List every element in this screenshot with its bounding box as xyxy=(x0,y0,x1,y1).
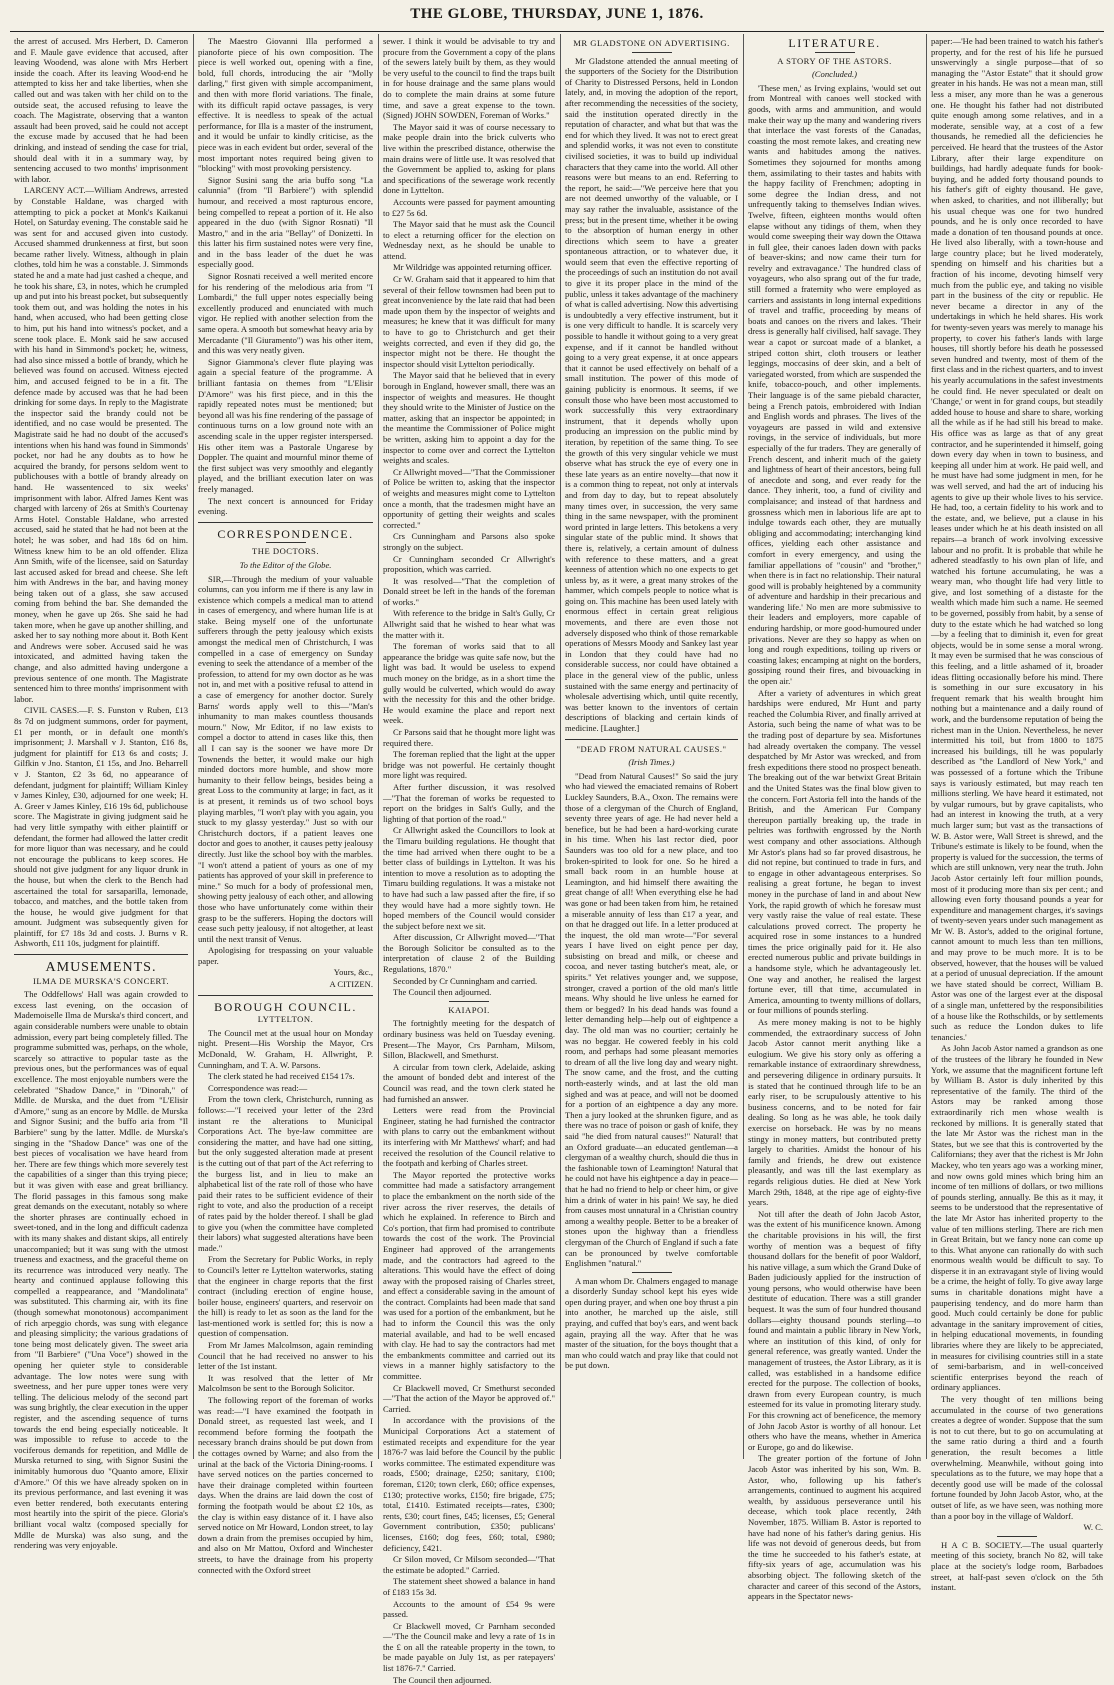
article-heading: "DEAD FROM NATURAL CAUSES." xyxy=(576,743,727,754)
article-paragraph: Crs Cunningham and Parsons also spoke strongly on the subject. xyxy=(383,531,555,552)
column-1 xyxy=(14,36,188,1551)
to-editor-line: To the Editor of the Globe. xyxy=(239,559,332,570)
section-heading: LITERATURE. xyxy=(788,36,881,50)
article-paragraph: As John Jacob Astor named a grandson as one of the trustees of the library he founded in New York, we assume that the magnificent fortune left by William B. Astor is duly inherited by this representative of the family. The third of the Astors may be ranked among those extraordinarily rich men whose wealth is reckoned by millions. It is generally stated that the late Mr Astor was the richest man in the States, but we see that this is controverted by the Californians; they aver that the richest is Mr John Mackey, who ten years ago was a working miner, and now owns gold mines which bring him an income of ten millions of dollars, or two millions of pounds sterling, annually. Be this as it may, it seems to be understood that the representative of the late Mr Astor has inherited property to the value of ten millions sterling. There are rich men in Great Britain, but we fancy none can come up to this. What anyone can rationally do with such enormous wealth would be difficult to say. To disperse it in an extravagant style of living would be a crime, the height of folly. To give away large sums in charitable donations might have a pauperising tendency, and do more harm than good. Much could certainly be done for public advantage in the sanitary improvement of cities, in helping educational movements, in founding libraries where they are likely to be appreciated, in measures for civilising countries still in a state of semi-barbarism, and in well-conceived scientific enterprises beyond the reach of ordinary appliances. xyxy=(931,1043,1103,1393)
article-paragraph: Signor Rosnati received a well merited encore for his rendering of the melodious aria from "I Lombardi," the full upper notes especially being excellently produced and enunciated with much vigor. He replied with another selection from the same opera. A smooth but somewhat heavy aria by Mercadante ("Il Giuramento") was his other item, and this was very neatly given. xyxy=(198,271,373,356)
masthead xyxy=(18,6,1096,30)
article-paragraph: From Mr James Malcolmson, again reminding Council that he had received no answer to his letter of the 1st instant. xyxy=(198,1340,373,1372)
article-paragraph: Cr Silon moved, Cr Milsom seconded—"That the estimate be adopted." Carried. xyxy=(383,1554,555,1575)
article-paragraph: The Mayor said that he believed that in every borough in England, however small, there was an inspector of weights and measures. He thought they should write to the Minister of Justice on the matter, asking that an inspector be appointed; in the meantime the Commissioner of Police might be written, asking him to appoint a day for the inspector to come over and correct the Lyttelton weights and scales. xyxy=(383,370,555,466)
column-6 xyxy=(931,36,1103,1593)
article-paragraph: Signor Giammona's clever flute playing was again a special feature of the programme. A brilliant fantasia on themes from "L'Elisir D'Amore" was his first piece, and in this the rapidly repeated notes must be mentioned; but beyond all was his fine rendering of the passage of continuous turns on a low ground note with an ascending scale in the upper register interspersed. His other item was a Pastorale Ungarese by Doppler. The quaint and mournful minor theme of the first subject was very smoothly and elegantly played, and the brilliant execution later on was freely managed. xyxy=(198,356,373,494)
short-rule xyxy=(997,1536,1037,1537)
article-paragraph: The foreman of works said that to all appearance the bridge was quite safe now, but the light was bad. It would be useless to expend much money on the bridge, as in a short time the gully would be culverted, which would do away with the necessity for this and the other bridge. He would examine the place and report next week. xyxy=(383,641,555,726)
article-paragraph: The fortnightly meeting for the despatch of ordinary business was held on Tuesday evening. Present—The Mayor, Crs Parnham, Milsom, Sillon, Blackwell, and Smethurst. xyxy=(383,1018,555,1061)
masthead-title: THE GLOBE, THURSDAY, JUNE 1, 1876. xyxy=(410,6,704,22)
article-paragraph: Not till after the death of John Jacob Astor, was the extent of his munificence known. Among the charitable provisions in his will, the first worthy of mention was a bequest of fifty thousand dollars for the benefit of poor Waldorf, his native village, a sum which the Grand Duke of Baden judiciously applied for the instruction of young persons, who would otherwise have been destitute of education. There was a still grander bequest. It was the sum of four hundred thousand dollars—eighty thousand pounds sterling—to found and maintain a public library in New York, where an institution of this kind, of only for general reference, was greatly wanted. Under the management of trustees, the Astor Library, as it is called, was established in a handsome edifice erected for the purpose. The collection of books, drawn from every European country, is much esteemed for its value in promoting literary study. For this crowning act of beneficence, the memory of John Jacob Astor is worthy of all honour. Let others who have the means, whether in America or Europe, go and do likewise. xyxy=(748,1208,921,1452)
article-paragraph: It was resolved—"That the completion of Donald street be left in the hands of the foreman of works." xyxy=(383,575,555,607)
article-paragraph: 'These men,' as Irving explains, 'would set out from Montreal with canoes well stocked with goods, with arms and ammunition, and would make their way up the many and wandering rivers that interlace the vast forests of the Canadas, coasting the most remote lakes, and creating new wants and habitudes among the natives. Sometimes they sojourned for months among them, assimilating to their tastes and habits with the happy facility of Frenchmen; adopting in some degree the Indian dress, and not unfrequently taking to themselves Indian wives. Twelve, fifteen, eighteen months would often elapse without any tidings of them, when they would come sweeping their way down the Ottawa in full glee, their canoes laden down with packs of beaver-skins; and now came their turn for revelry and extravagance.' The hundred class of voyageurs, who also sprang out of the fur trade, still formed a fraternity who were employed as carriers and assistants in long internal expeditions of travel and traffic, proceeding by means of boats and canoes on the rivers and lakes. 'Their dress is generally half civilised, half savage. They wear a capot or surcoat made of a blanket, a striped cotton shirt, cloth trousers or leather leggings, moccasins of deer skin, and a belt of variegated worsted, from which are suspended the knife, tobacco-pouch, and other implements. Their language is of the same piebald character, being a French patois, embroidered with Indian and English words and phrases. The lives of the voyageurs are passed in wild and extensive rovings, in the service of individuals, but more especially of the fur traders. They are generally of French descent, and inherit much of the gaiety and lightness of heart of their ancestors, being full of anecdote and song, and ever ready for the dance. They inherit, too, a fund of civility and complaisance; and instead of that hardness and grossness which men in laborious life are apt to indulge towards each other, they are mutually obliging and accommodating; interchanging kind offices, yielding each other assistance and comfort in every emergency, and using the familiar appellations of "cousin" and "brother," when there is in fact no relationship. Their natural good will is probably heightened by a community of adventure and hardship in their precarious and wandering life.' No men are more submissive to their leaders and employers, more capable of enduring hardship, or more good-humoured under privations. Never are they so happy as when on long and rough expeditions, toiling up rivers or coasting lakes; encamping at night on the borders, gossiping round their fires, and bivouacking in the open air.' xyxy=(748,82,921,687)
article-paragraph: "Dead from Natural Causes!" So said the jury who had viewed the emaciated remains of Robert Luckley Saunders, B.A., Oxon. The remains were those of a clergyman of the Church of England, seventy three years of age. He had never held a benefice, but he had been a hard-working curate in his time. When his last rector died, poor Saunders was too old for a new place, and too broken-spirited to look for one. So he hired a small back room in an humble house at Leamington, and hid himself there awaiting the great change of all! When everything else he had was gone or had been taken from him, he retained a miserable annuity of less than £17 a year, and on that he dragged out life. In a letter produced at the inquest, the old man wrote—"For several years I have lived on eight pence per day, subsisting on bread and milk, or cheese and cocoa, and never tasting butcher's meat, ale, or spirits." Yet relatives younger and, we suppose, stronger, craved a portion of the old man's little means. Why should he live unless he earned for them or begged? In his dead hands was found a letter demanding help—help out of eightpence a day. The old man was no courtier; certainly he was no beggar. He cowered feebly in his cold room, and perhaps had some pleasant memories to dream of all the live long day and weary night. The snow came, and the frost, and the cutting north-easterly winds, and at last the old man sighed and was at peace, and will not be doomed for a portion of an eightpence a day any more. Then a jury looked at the shrunken figure, and as there was no trace of poison or gash of knife, they said "he died from natural causes!" Natural! that an Oxford graduate—an educated gentleman—a clergyman of a wealthy church, should die thus in the fashionable town of Leamington! Natural that he could not have his eightpence a day in peace—that he had no friend to help or cheer him, or give him a drink of water in his pain! We say, he died from causes most unnatural in a Christian country among a wealthy people. Better to be a breaker of stones upon the highway than a friendless clergyman of the Church of England if such a fate can be pronounced by twelve comfortable Englishmen "natural." xyxy=(565,770,738,1269)
article-paragraph: The Mayor said it was of course necessary to make people drain into the brick culverts who live within the prescribed distance, otherwise the main drains were of little use. It was resolved that the Government be applied to, asking for plans and specifications of the sewerage work recently done in Lyttelton. xyxy=(383,121,555,196)
article-paragraph: Correspondence was read:— xyxy=(208,1082,308,1093)
section-heading: AMUSEMENTS. xyxy=(45,960,157,976)
article-subheading: KAIAPOI. xyxy=(448,1004,490,1015)
article-paragraph: Accounts to the amount of £54 9s were passed. xyxy=(383,1598,555,1620)
article-paragraph: The Council then adjourned. xyxy=(393,1674,492,1685)
article-paragraph: From the town clerk, Christchurch, running as follows:—"I received your letter of the 23rd instant re the alterations to Municipal Corporations Act. The bye-law committee are considering the matter, and have had one sitting, but the only suggested alteration made at present is the cutting out of that part of the Act referring to the burgess list, and in lieu to make an alphabetical list of the rate roll of those who have paid their rates to be sufficient evidence of their right to vote, and also the production of a receipt of rates paid by the holder thereof. I shall be glad to give you (when the committee have completed their labors) what suggested alterations have been made." xyxy=(198,1094,373,1253)
letter-paragraph: Apologising for trespassing on your valuable paper. xyxy=(198,945,373,966)
letter-paragraph: SIR,—Through the medium of your valuable columns, can you inform me if there is any law in existence which compels a medical man to attend in cases of emergency, and where human life is at stake. Being myself one of the unfortunate sufferers through the petty jealousy which exists amongst the medical men of Christchurch, I was compelled in a case of emergency on Sunday evening to seek the attendance of a member of the profession, to attend for my own doctor as he was not in, and met with a positive refusal to attend in a case of emergency for another doctor. Surely Barns' words apply well to this—"Man's inhumanity to man makes countless thousands mourn." Now, Mr Editor, if no law exists to compel a doctor to attend in cases like this, then all I can say is the sooner we have more Dr Townends the better, it would make our high minded doctors more humble, and show more humanity to their fellow beings, besides being a great Loss to the community at large; in fact, as it is at present, it reminds us of two school boys playing marbles, "I won't play with you again, you stuck to my glassy yesterday." Just so with our Christchurch doctors, if a patient leaves one doctor and goes to another, it causes petty jealousy directly. Just like the school boy with the marbles. "I won't attend a patient of yours as one of my patients has approved of your skill in preference to mine." So much for a body of professional men, showing petty jealousy of each other, and allowing those who have unfortunately come within their grasp to be the sufferers. Hoping the doctors will cease such petty jealousy, if not altogether, at least until the next transit of Venus. xyxy=(198,573,373,944)
article-paragraph: The Oddfellows' Hall was again crowded to excess last evening, on the occasion of Mademoiselle Ilma de Murska's third concert, and again considerable numbers were unable to obtain admission, every part being completely filled. The programme submitted was, perhaps, on the whole, scarcely so attractive to popular taste as the previous ones, but the performances was of equal excellence. The most enjoyable numbers were the celebrated "Shadow Dance," in "Dinorah," of Mdlle. de Murska, and the duet from "L'Elisir d'Amore," sung as an encore by Mdlle. de Murska and Signor Susini; and the buffo aria from "Il Barbiere" sung by the latter. Mdlle. de Murska's singing in the "Shadow Dance" was one of the best pieces of vocalisation we have heard from her. There are few things which more severely test the capabilities of a singer than this trying piece; but it was given with ease and great brilliancy. The florid passages in this famous song make great demands on the executant, notably so where the shorter phrases are continually echoed in sweet-toned, and in the long and difficult cadenza with its many shakes and distant skips, all entirely unaccompanied; but it was sung with the utmost trueness and exactness, and the graceful theme on its recurrence was introduced very neatly. The hearty and continued applause following this compelled a reappearance, and "Mandolinata" was substituted. This charming air, with its fine (though somewhat monotonous) accompaniment of rich arpeggio chords, was sung with elegance and pleasing simplicity; the various gradations of tone being most delicately given. The sweet aria from "Il Barbiere" ("Una Voce") showed in the opening her quieter style to considerable advantage. The low notes were sung with sweetness, and her pure upper tones were very telling. The delicious melody of the second part was sung brightly, the clear execution in the upper register, and the ascending sequence of turns towards the end being especially noticeable. It was impossible to refuse to accede to the vociferous demands for repetition, and Mdlle de Murska returned to sing, with Signor Susini the inimitably humorous duo "Quanto amore, Elixir d'Amore." Of this we have already spoken on in its previous performance, and last evening it was even better rendered, both executants entering most heartily into the spirit of the piece. Gloria's brilliant vocal waltz (composed specially for Mdlle de Murska) was also sung, and the rendering was very enjoyable. xyxy=(14,989,188,1551)
article-paragraph: The Council met at the usual hour on Monday night. Present—His Worship the Mayor, Crs McDonald, W. Graham, H. Allwright, P. Cunningham, and T. A. W. Parsons. xyxy=(198,1027,373,1070)
article-paragraph: After discussion, Cr Allwright moved—"That the Borough Solicitor be consulted as to the interpretation of clause 2 of the Building Regulations, 1870." xyxy=(383,932,555,975)
article-source: (Irish Times.) xyxy=(628,757,675,768)
article-paragraph: Cr W. Graham said that it appeared to him that several of their fellow townsmen had been put to great inconvenience by the late raid that had been made upon them by the inspector of weights and measures; he knew that it was difficult for many to have to go to Christchurch and get their weights corrected, and even if they did go, the inspector might not be there. He thought the inspector should visit Lyttelton periodically. xyxy=(383,274,555,369)
column-5 xyxy=(748,36,921,1602)
article-paragraph: The statement sheet showed a balance in hand of £183 15s 3d. xyxy=(383,1576,555,1597)
article-subheading: ILMA DE MURSKA'S CONCERT. xyxy=(32,975,170,986)
article-paragraph: The following report of the foreman of works was read:—"I have examined the footpath in Donald street, as requested last week, and I recommend before forming the footpath the necessary branch drains should be put down from the cottages owned by Warne; and also from the urinal at the back of the Victoria Dining-rooms. I have served notices on the parties concerned to have their drainage completed within fourteen days. When the drains are laid down the cost of forming the footpath would be about £2 10s, as the clay is within easy distance of it. I have also served notice on Mr Howard, London street, to lay down a drain from the premises occupied by him, and also on Mr Mattou, Oxford and Winchester streets, to have the drainage from his property connected with the Oxford street xyxy=(198,1395,373,1575)
article-paragraph: The clerk stated he had received £154 17s. xyxy=(208,1071,355,1082)
article-paragraph: Cr Allwright moved—"That the Commissioner of Police be written to, asking that the inspector of weights and measures might come to Lyttelton once a month, that the tradesmen might have an opportunity of getting their weights and scales corrected." xyxy=(383,466,556,530)
column-divider xyxy=(743,34,744,1459)
article-paragraph: Seconded by Cr Cunningham and carried. xyxy=(393,975,538,986)
article-heading: MR GLADSTONE ON ADVERTISING. xyxy=(573,38,730,48)
letter-signature: A CITIZEN. xyxy=(329,979,373,990)
article-paragraph: Cr Parsons said that he thought more light was required there. xyxy=(383,727,555,748)
article-subheading: A STORY OF THE ASTORS. xyxy=(777,55,892,66)
letter-closing: Yours, &c., xyxy=(333,967,373,978)
column-2 xyxy=(198,36,373,1575)
article-subheading: THE DOCTORS. xyxy=(252,546,319,557)
short-rule xyxy=(449,1001,489,1002)
article-paragraph: A man whom Dr. Chalmers engaged to manage a disorderly Sunday school kept his eyes wide open during prayer, and when one boy thrust a pin into another, he marched up the aisle, still praying, and cuffed that boy's ears, and went back again, praying all the way. After that he was master of the situation, for the boys thought that a man who could watch and pray like that could not be put down. xyxy=(565,1275,738,1371)
article-paragraph: Cr Blackwell moved, Cr Smethurst seconded—"That the action of the Mayor be approved of." Carried. xyxy=(383,1382,555,1414)
article-paragraph: The Maestro Giovanni Illa performed a pianoforte piece of his own composition. The piece is well worked out, opening with a fine, bold, full chords, introducing the air "Molly darling," first given with simple accompaniment, and then with more florid variations. The finale, with its difficult rapid octave passages, is very effective. It is needless to speak of the actual performance, for Illa is a master of the instrument, and it would be unfair to kindly criticise, as the piece was in each evident but order, several of the most important notes required being given to "blocking" with most provoking persistency. xyxy=(198,36,373,174)
article-paragraph: Signor Susini sang the aria buffo song "La calunnia" (from "Il Barbiere") with splendid humour, and received a most rapturous encore, being compelled to repeat a portion of it. He also appeared in the duo (with Signor Rosnati) "Il Mastro," and in the aria "Bellay" of Donizetti. In this latter his firm sustained notes were very fine, and in the bass leader of the duet he was especially good. xyxy=(198,174,373,270)
article-paragraph: The very thought of ten millions being accumulated in the course of two generations creates a degree of wonder. Suppose that the sum is not to cut there, but to go on accumulating at the same ratio during a third and a fourth generation, the result becomes a little overwhelming. Meanwhile, without going into speculations as to the future, we may hope that a decently good use will be made of the colossal fortune founded by John Jacob Astor, who, at the outset of life, as we have seen, was nothing more than a poor boy in the village of Waldorf. xyxy=(931,1394,1103,1521)
section-rule xyxy=(198,995,373,996)
article-paragraph: A circular from town clerk, Adelaide, asking the amount of bonded debt and interest of the Council was read, and the town clerk stated he had furnished an answer. xyxy=(383,1061,555,1104)
article-paragraph: sewer. I think it would be advisable to try and procure from the Government a copy of the plans of the sewers lately built by them, as they would be very useful to the council to find the traps built in for house drainage and the same plans would do to complete the main drains at some future time, and save a great expense to the town. (Signed) JOHN SOWDEN, Foreman of Works." xyxy=(383,36,555,121)
article-signature: W. C. xyxy=(1083,1522,1103,1533)
article-paragraph: The Council then adjourned. xyxy=(393,987,492,998)
short-rule xyxy=(815,52,855,53)
article-paragraph: As mere money making is not to be highly commended, the extraordinary success of John Jacob Astor cannot merit anything like a eulogium. We give his story only as offering a remarkable instance of extraordinary shrewdness, and persevering diligence in ordinary pursuits. It is stated that he continued through life to be an early riser, to be scrupulously attentive to his business concerns, and to be noted for fair dealing. So long as he was able, he took daily exercise on horseback. He was by no means stingy in money matters, but contributed pretty largely to charities. Amidst the honour of his family and friends, he drew out existence pleasantly, and was till the last exemplary as regards religious duties. He died at New York March 29th, 1848, at the ripe age of eighty-five years. xyxy=(748,1017,921,1208)
section-rule xyxy=(565,739,738,740)
article-paragraph: The Mayor reported the protective works committee had made a satisfactory arrangement to place the embankment on the north side of the river across the river reserves, the details of which he explained. In reference to Birch and Co's portion, that firm had promised to contribute towards the cost of the work. The Provincial Engineer had approved of the arrangements made, and the contractors had agreed to the alterations. This would have the effect of doing away with the proposed raising of Charles street, and effect a considerable saving in the amount of the contract. Complaints had been made that sand was used for a portion of the embankment, but he had to inform the Council this was the only material available, and had to be well encased with clay. He had to say the contractors had met the embankments committee and carried out its views in a manner highly satisfactory to the committee. xyxy=(383,1169,555,1382)
short-rule xyxy=(632,1272,672,1273)
short-rule xyxy=(266,542,306,543)
section-heading: BOROUGH COUNCIL. xyxy=(214,999,357,1014)
article-paragraph: Cr Blackwell moved, Cr Parnham seconded—"The the Council make and levy a rate of 1s in the £ on all the rateable property in the town, to be made payable on July 1st, as per ratepayers' list 1876-7." Carried. xyxy=(383,1620,555,1674)
article-paragraph: Mr Wildridge was appointed returning officer. xyxy=(393,262,552,273)
column-divider xyxy=(560,34,561,1459)
column-divider xyxy=(378,34,379,1459)
article-paragraph: the arrest of accused. Mrs Herbert, D. Cameron and F. Maule gave evidence that accused, after leaving Woodend, was alone with Mrs Herbert inside the coach. After its leaving Wood-end he attempted to kiss her and take liberties, when she called out and was taken with her child on to the outside seat, the accused refusing to leave the coach. The Magistrate, observing that a wanton assault had been proved, said he could not accept the excuse made by accused that he had been drinking, and instead of sending the case for trial, should deal with it in a summary way, by sentencing accused to two months' imprisonment with labor. xyxy=(14,36,188,184)
article-paragraph: Mr Gladstone attended the annual meeting of the supporters of the Society for the Distribution of Charity to Distressed Persons, held in London lately, and, in moving the adoption of the report, after recommending the necessities of the society, said the institution operated directly in the reputation of character, and what but that was the end for which they lived. It was not to erect great and splendid works, it was not even to constitute civilised societies, it was to build up individual characters that they came into the world. All other reasons were but means to an end. Referring to the report, he said:—"We perceive here that you are not deemed unworthy of the valuable, or I may say rather the invaluable, assistance of the press; but in the present time, whether it be owing to the absorption of human energy in other directions which seem to have a greater spontaneous attraction, or to whatever due, it would seem that even the effective reporting of the proceedings of such an institution do not avail to give it its proper place in the mind of the public, unless it takes advantage of the machinery of what is called advertising. Now this advertising is undoubtedly a very effective instrument, but it is one very difficult to handle. It is scarcely very possible to handle it without going to a very great expense, and if it cannot be handled without going to a very great expense, it at once appears that it cannot be used effectively on behalf of a small institution. The power of this mode of gaining publicity is enormous. It seems, if we consult those who have been most accustomed to work successfully this very extraordinary instrument, that it depends wholly upon producing an impression on the public mind by iteration, by repetition of the same thing. To see the growth of this very singular vehicle we must observe what has struck the eye of every one in these late years as an entire novelty—that now it is a common thing to repeat, not only at intervals and from day to day, but to repeat absolutely many times over, in succession, the very same thing in the same newspaper, with the prominent word printed in large letters. This betokens a very singular state of the public mind. It shows that there is, relatively, a certain amount of dulness with reference to these matters, and a great keenness of attention which no one expects to get unless by, as it were, a great many strokes of the hammer, which compels people to notice what is going on. This machine has been used lately with enormous effect in certain great religious movements, and there are even those not adversely disposed who think of those remarkable operations of Messrs Moody and Sankey last year in London that they could have had no considerable success, nor could have obtained a place in the general view of the public, unless sustained with the same energy and pertinacity of wholesale advertising which, until quite recently, was better known to the inventors of certain descriptions of blacking and certain kinds of medicine. [Laughter.] xyxy=(565,55,738,733)
article-subheading: LYTTELTON. xyxy=(257,1014,314,1025)
article-paragraph: H A C B. SOCIETY.—The usual quarterly meeting of this society, branch No 82, will take place at the society's lodge room, Barbadoes street, at half-past seven o'clock on the 5th instant. xyxy=(931,1539,1103,1593)
article-paragraph: LARCENY ACT.—William Andrews, arrested by Constable Haldane, was charged with attempting to pick a pocket at Monk's Kaikanui Hotel, on Saturday evening. The constable said he was sent for and accused given into custody. Accused shammed drunkenness at first, but soon became rather lively. Witness, although in plain clothes, told him he was a constable. J. Simmonds stated he and a mate had just cashed a cheque, and he took his share, £3, in notes, which he crumpled up and put into his breast pocket, but subsequently took them out, and was holding the notes in his hand, when accused, who had been getting close to him, put his hand into witness's pocket, and a scene took place. E. Monk said he saw accused with his hand in Simmond's pocket; he, witness, had also since missed a bottle of brandy, which he believed was found on accused. Witness ejected him, and accused feigned to be in a fit. The defence made by accused was that he had been drinking for some days. In reply to the Magistrate the inspector said the brandy could not be identified, and no case would be presented. The Magistrate said he had no doubt of the accused's intentions when his hand was found in Simmonds' pocket, nor had he any doubts as to how he acquired the brandy, for persons seldom went to publichouses with a bottle of brandy already on hand. He wassentenced to six weeks' imprisonment with labor. Alfred James Kent was charged with larceny of 26s at Smith's Courtenay Arms Hotel. Constable Haldane, who arrested accused, said he stated that he had not been at the hotel; he was sober, and had 18s 6d on him. Witness knew him to be an old offender. Eliza Ann Smith, wife of the licensee, said on Saturday last accused asked for bread and cheese. She left him with Andrews in the bar, and having money being taken out of a glass, she saw accused coming from behind the bar. She demanded the money, when he gave up 26s. She said he had taken more, when he gave up another shilling, and asked her to say nothing more about it. Both Kent and Andrews were sober. Accused said he was intoxicated, and admitted having taken the change, and also admitted having undergone a previous sentence of one month. The Magistrate sentenced him to three months' imprisonment with labor. xyxy=(14,185,188,704)
section-rule xyxy=(198,522,373,523)
column-divider xyxy=(926,34,927,1459)
article-paragraph: Cr Cunningham seconded Cr Allwright's proposition, which was carried. xyxy=(383,553,555,575)
article-paragraph: It was resolved that the letter of Mr Malcolmson be sent to the Borough Solicitor. xyxy=(198,1372,373,1394)
article-paragraph: From the Secretary for Public Works, in reply to Council's letter re Lyttelton waterworks, stating that the engineer in charge reports that the first contract (including erection of engine house, boiler house, engineers' quarters, and reservoir on the hill) is ready to let as soon as the land for the last-mentioned work is settled for; this is now a question of compensation. xyxy=(198,1254,373,1339)
article-paragraph: The next concert is announced for Friday evening. xyxy=(198,495,373,517)
short-rule xyxy=(632,52,672,53)
column-3 xyxy=(383,36,556,1685)
article-paragraph: paper:—'He had been trained to watch his father's property, and for the rest of his life he pursued unswervingly a single purpose—that of so managing the "Astor Estate" that it should grow greater in his hands. He was not a mean man, still less a miser, any more than he was a generous one. He thought his father had not distributed quite enough among some relatives, and in a moderate, sensible way, at a cost of a few thousands, he remedied all the deficiencies he perceived. He heard that the trustees of the Astor Library, after their large expenditure on buildings, had hardly adequate funds for book-buying, and he added forty thousand pounds to his father's gift of eighty thousand. He gave, when asked, to charities, and not illiberally; but his usual cheque was one for two hundred pounds, and he is only once recorded to have made a donation of ten thousand pounds at once. He lived also liberally, with a town-house and large country place; but he lived moderately, spending on himself and his charities but a fraction of his income, devoting himself very much from the public eye, and taking no visible part in the business of the city or republic. He never became a director in any of the undertakings in which he held shares. His work for twenty-seven years was merely to manage his property, to cover his father's lands with large houses, till shortly before his death he possessed seven hundred and twenty, most of them of the first class and in the richest quarters, and to invest his yearly accumulations in the safest investments he could find. He never speculated or dealt on 'Change,' or went in for grand coups, but steadily added house to house and share to share, working all the while as if he had still his bread to make. His office was as large as that of any great contractor, and he superintended it himself, going down every day when in town to business, and keeping all under him at work. He paid well, and he must have had some judgment in men, for he was well served, and had the art of inducing his agents to give up their whole lives to his service. He had, too, a certain fidelity to his work and to the estate, and, we believe, put a clause in his leases under which he at his death insisted on all repairs—a branch of work involving excessive labour and no profit. It is probable that while he adhered steadfastly to his own plan of life, and watched his fortune accumulating, he was a weary man, who thought life had very little to give, and lost something of a distaste for the wealth which made him such a name. He seemed to be governed, possibly from habit, by a sense of duty to the estate which he had watched so long—by a feeling that to diminish it, even for great objects, would be in some sense a moral wrong. It may even be surmised that he was conscious of this feeling, and a little ashamed of it, broader ideas flitting occasionally before his mind. There is something in our sure excusatory in his frequent remark that his wealth brought him nothing but a maintenance and a daily round of work, and the burdensome reputation of being the richest man in the Union. Nevertheless, he never intermitted his toil, but from 1800 to 1875 increased his buildings, till he was popularly described as "the Landlord of New York," and was possessed of a fortune which the Tribune says is variously estimated, but may reach ten millions sterling. We have heard it estimated, not by vulgar rumours, but by grave capitalists, who had an interest in knowing the truth, at a very much larger sum; but vast as the transactions of W. B. Astor were, Wall Street is shrewd, and the Tribune's estimate is likely to be found, when the property is valued for the succession, the terms of which are still unknown, very near the truth. John Jacob Astor certainly left four million pounds, most of it producing more than six per cent.; and allowing even forty thousand pounds a year for expenditure and management charges, it's savings of twenty-seven years under such management as Mr W. B. Astor's, added to the original fortune, cannot amount to much less than ten millions, and may prove to be much more. It is to be observed, however, that the houses will be valued at a period of unusual depreciation. If the amount we have stated should be correct, William B. Astor was one of the largest ever at the disposal of a single man, unfettered by the responsibilities of a house like the Rothschilds, or by settlements such as reduce the London dukes to life tenancies.' xyxy=(931,36,1103,1042)
article-paragraph: After further discussion, it was resolved—"That the foreman of works be requested to report on the bridges in Salt's Gully, and the lighting of that portion of the road." xyxy=(383,781,555,824)
article-paragraph: In accordance with the provisions of the Municipal Corporations Act a statement of estimated receipts and expenditure for the year 1876-7 was laid before the Council by the public works committee. The estimated expenditure was roads, £500; drainage, £250; sanitary, £100; foreman, £120; town clerk, £60; office expenses, £130; protective works, £150; fire brigade, £75; total, £1410. Estimated receipts—rates, £300; rents, £30; court fines, £45; licenses, £5; General Government contribution, £350; publicans' licenses, £160; dog fees, £60; total, £980; deficiency, £421. xyxy=(383,1415,555,1553)
article-paragraph: The greater portion of the fortune of John Jacob Astor was inherited by his son, Wm. B. Astor, who, following up his father's arrangements, continued to augment his acquired wealth, by assiduous perseverance until his decease, which took place recently, 24th November, 1875. William B. Astor is reported to have had none of his father's daring genius. His life was not devoid of generous deeds, but from the time he succeeded to his father's estate, at fifty-six years of age, accumulation was his absorbing object. The following sketch of the character and career of this second of the Astors, appears in the Spectator news- xyxy=(748,1453,921,1602)
masthead-rule xyxy=(10,31,1104,32)
article-paragraph: Cr Allwright asked the Councillors to look at the Timaru building regulations. He thought that the time had arrived when there ought to be a better class of buildings in Lyttelton. It was his intention to move a resolution as to adopting the Timaru building regulations. It was a mistake not to have had such a law passed after the fire, if so they would have had a more sightly town. He hoped members of the Council would consider the subject before next we sit. xyxy=(383,825,555,931)
column-divider xyxy=(193,34,194,1459)
article-paragraph: Letters were read from the Provincial Engineer, stating he had furnished the contractor with plans to carry out the embankment without its interfering with Mr Matthews' wharf; and had received the resolution of the Council relative to the footpath and kerbing of Charles street. xyxy=(383,1105,555,1169)
column-4 xyxy=(565,36,738,1456)
article-paragraph: Accounts were passed for payment amounting to £27 5s 6d. xyxy=(383,196,555,218)
section-heading: CORRESPONDENCE. xyxy=(217,526,354,541)
article-paragraph: The foreman replied that the light at the upper bridge was not powerful. He certainly thought more light was required. xyxy=(383,749,555,781)
article-continuation-note: (Concluded.) xyxy=(811,69,858,80)
article-paragraph: The Mayor said that he must ask the Council to elect a returning officer for the election on Wednesday next, as he should be unable to attend. xyxy=(383,219,555,261)
section-rule xyxy=(14,954,188,955)
article-paragraph: After a variety of adventures in which great hardships were endured, Mr Hunt and party reached the Columbia River, and finally arrived at Astoria, such being the name of what was to be the trading post of departure by sea. Misfortunes had already overtaken the company. The vessel despatched by Mr Astor was wrecked, and from fresh expeditions there stood no prospect beneath. The breaking out of the war betwixt Great Britain and the United States was the final blow given to the concern. Fort Astoria fell into the hands of the British, and the American Fur Company thereupon partially breaking up, the trade in peltries was forthwith engrossed by the North west company and other associations. Although Mr Astor's plans had so far proved disastrous, he did not repine, but continued to trade in furs, and to engage in other advantageous enterprises. So realising a great fortune, he began to invest money in the purchase of land in and about New York, the rapid growth of which he foresaw must very vastly raise the value of real estate. These calculations proved correct. The property he acquired rose in some instances to a hundred times the price originally paid for it. He also erected numerous public and private buildings in a handsome style, which he advantageously let. One way and another, he realised the largest fortune ever, till that time, accumulated in America, amounting to twenty millions of dollars, or four millions of pounds sterling. xyxy=(748,687,921,1016)
article-paragraph: With reference to the bridge in Salt's Gully, Cr Allwright said that he wished to hear what was the matter with it. xyxy=(383,608,555,640)
article-paragraph: CIVIL CASES.—F. S. Funston v Ruben, £13 8s 7d on judgment summons, order for payment, £1 per month, or in default one month's imprisonment; J. Marshall v J. Stanton, £16 8s, judgment for plaintiff for £13 6s and costs; J. Gilfkin v Jno. Stanton, £1 15s, and Jno. Beharrell v J. Stanton, £2 3s 6d, no appearance of defendant, judgment for plaintiff; William Kinley v James Kinley, £30, adjourned for one week; H. A. Greer v James Kinley, £16 19s 6d, publichouse score. The Magistrate in giving judgment said he had very little sympathy with either plaintiff or defendant, the former had allowed the latter credit for more liquor than was necessary, and he could not encourage the publicans to keep scores. He should not give judgment for any liquor drunk in the house, but when the clerk to the Bench had ascertained the total for sarsaparilla, lemonade, tobacco, and matches, and the bottle taken from the house, he would give judgment for that amount. Judgment was subsequently given for plaintiff, for £7 18s 3d and costs. J. Burns v R. Ashworth, £11 10s, judgment for plaintiff. xyxy=(14,705,188,949)
